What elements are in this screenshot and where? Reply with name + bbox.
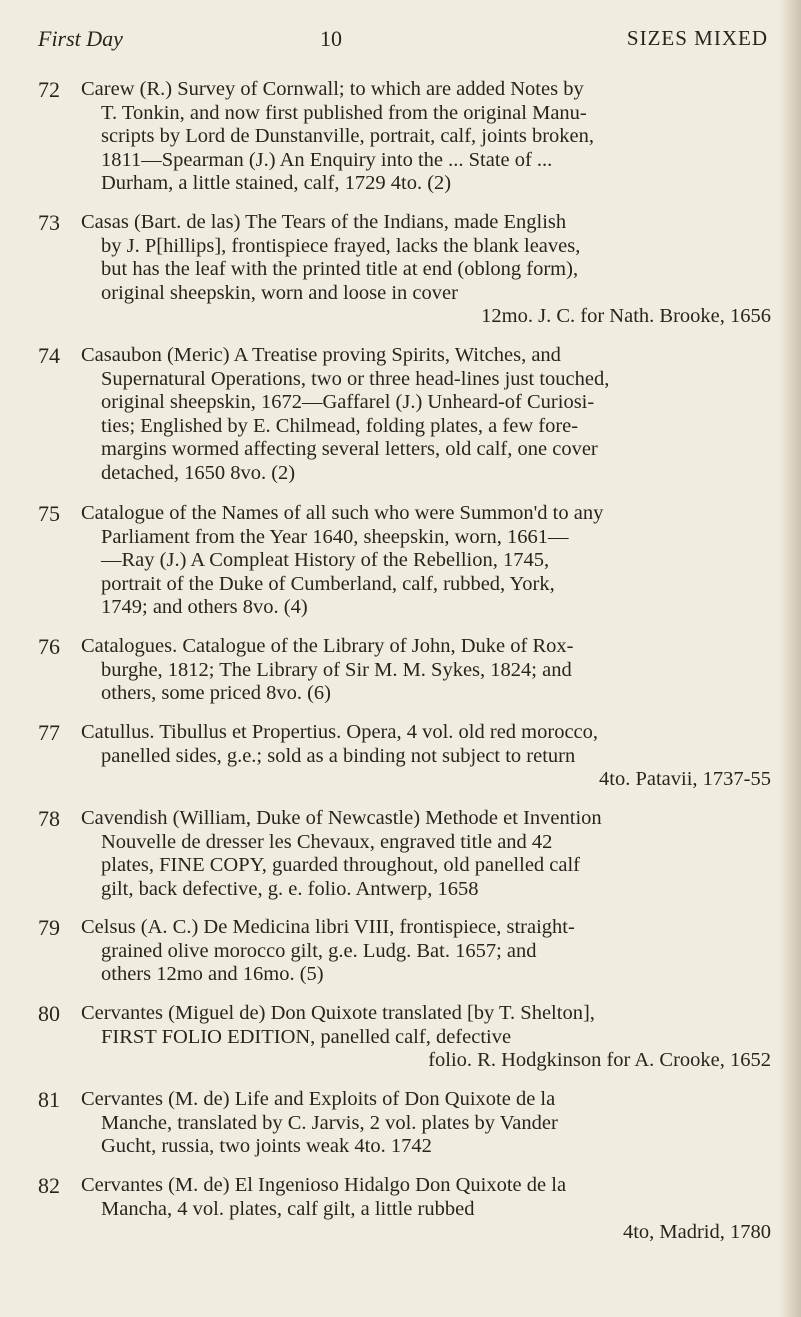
lot-line: Cavendish (William, Duke of Newcastle) Methode et Invention — [81, 807, 602, 829]
lot-line: gilt, back defective, g. e. folio. Antwerp, 1658 — [101, 877, 479, 900]
lot-line: panelled sides, g.e.; sold as a binding not subject to return — [101, 744, 576, 767]
lot-line: Cervantes (M. de) Life and Exploits of Don Quixote de la — [81, 1088, 556, 1110]
page-edge-shadow — [779, 0, 801, 1317]
lot-line: Manche, translated by C. Jarvis, 2 vol. plates by Vander — [101, 1111, 558, 1134]
lot-number: 74 — [38, 343, 60, 368]
lot-line: portrait of the Duke of Cumberland, calf, rubbed, York, — [101, 572, 555, 595]
running-header — [38, 26, 768, 56]
lot-description — [81, 344, 771, 485]
lot-description — [81, 1174, 771, 1245]
lot-number: 78 — [38, 806, 60, 831]
lot-description — [81, 1088, 771, 1159]
lot-line: Casas (Bart. de las) The Tears of the Indians, made English — [81, 211, 567, 233]
header-day: First Day — [38, 26, 123, 51]
lot-line: Supernatural Operations, two or three head-lines just touched, — [101, 367, 610, 390]
lot-number: 80 — [38, 1001, 60, 1026]
lot-number: 82 — [38, 1173, 60, 1198]
lot-line: plates, FINE COPY, guarded throughout, old panelled calf — [101, 854, 581, 876]
lot-line: T. Tonkin, and now first published from the original Manu- — [101, 101, 587, 124]
lot-number: 77 — [38, 720, 60, 745]
lot-number: 75 — [38, 501, 60, 526]
lot-line: grained olive morocco gilt, g.e. Ludg. Bat. 1657; and — [101, 939, 537, 962]
lot-line: 4to, Madrid, 1780 — [622, 1221, 771, 1243]
page-number: 10 — [320, 26, 342, 51]
lot-description — [81, 78, 771, 196]
lot-description — [81, 916, 771, 987]
lot-line: —Ray (J.) A Compleat History of the Rebellion, 1745, — [101, 549, 550, 571]
lot-line: 4to. Patavii, 1737-55 — [599, 768, 771, 790]
lot-line: 1811—Spearman (J.) An Enquiry into the ... State of ... — [101, 148, 553, 171]
lot-line: original sheepskin, 1672—Gaffarel (J.) Unheard-of Curiosi- — [101, 391, 595, 413]
lot-line: Cervantes (Miguel de) Don Quixote translated [by T. Shelton], — [81, 1002, 595, 1024]
lot-line: others, some priced 8vo. (6) — [101, 682, 331, 704]
lot-line: Catalogue of the Names of all such who were Summon'd to any — [81, 502, 604, 524]
lot-line: but has the leaf with the printed title at end (oblong form), — [101, 258, 579, 280]
lot-line: 12mo. J. C. for Nath. Brooke, 1656 — [481, 305, 771, 327]
lot-line: Parliament from the Year 1640, sheepskin, worn, 1661— — [101, 525, 569, 548]
lot-line: Gucht, russia, two joints weak 4to. 1742 — [101, 1135, 432, 1157]
lot-line: Mancha, 4 vol. plates, calf gilt, a little rubbed — [101, 1197, 475, 1220]
lot-line: ties; Englished by E. Chilmead, folding plates, a few fore- — [101, 414, 579, 437]
lot-line: Cervantes (M. de) El Ingenioso Hidalgo Don Quixote de la — [81, 1174, 567, 1196]
lot-line: margins wormed affecting several letters, old calf, one cover — [101, 438, 598, 460]
lot-line: scripts by Lord de Dunstanville, portrait, calf, joints broken, — [101, 125, 595, 147]
lot-line: 1749; and others 8vo. (4) — [101, 596, 308, 618]
lot-line: Casaubon (Meric) A Treatise proving Spirits, Witches, and — [81, 344, 561, 366]
lot-line: Catullus. Tibullus et Propertius. Opera, 4 vol. old red morocco, — [81, 721, 599, 743]
lot-line: Durham, a little stained, calf, 1729 4to. (2) — [101, 172, 452, 194]
lot-line: original sheepskin, worn and loose in cover — [101, 281, 458, 304]
lot-description — [81, 721, 771, 792]
lot-line: Celsus (A. C.) De Medicina libri VIII, frontispiece, straight- — [81, 916, 575, 938]
lot-number: 81 — [38, 1087, 60, 1112]
lot-line: FIRST FOLIO EDITION, panelled calf, defective — [101, 1025, 512, 1048]
lot-description — [81, 635, 771, 706]
lot-number: 72 — [38, 77, 60, 102]
lot-line: detached, 1650 8vo. (2) — [101, 461, 296, 484]
lot-number: 79 — [38, 915, 60, 940]
lot-line: burghe, 1812; The Library of Sir M. M. Sykes, 1824; and — [101, 658, 572, 681]
lot-description — [81, 807, 771, 901]
lot-description — [81, 1002, 771, 1073]
lot-line: Catalogues. Catalogue of the Library of John, Duke of Rox- — [81, 635, 574, 657]
lot-number: 76 — [38, 634, 60, 659]
lot-line: by J. P[hillips], frontispiece frayed, lacks the blank leaves, — [101, 234, 581, 257]
lot-number: 73 — [38, 210, 60, 235]
lot-line: folio. R. Hodgkinson for A. Crooke, 1652 — [428, 1049, 771, 1071]
lot-line: Carew (R.) Survey of Cornwall; to which are added Notes by — [81, 78, 584, 100]
lot-line: others 12mo and 16mo. (5) — [101, 963, 324, 985]
lot-description — [81, 502, 771, 620]
lot-description — [81, 211, 771, 329]
lot-line: Nouvelle de dresser les Chevaux, engraved title and 42 — [101, 830, 553, 853]
header-section: SIZES MIXED — [626, 26, 768, 50]
